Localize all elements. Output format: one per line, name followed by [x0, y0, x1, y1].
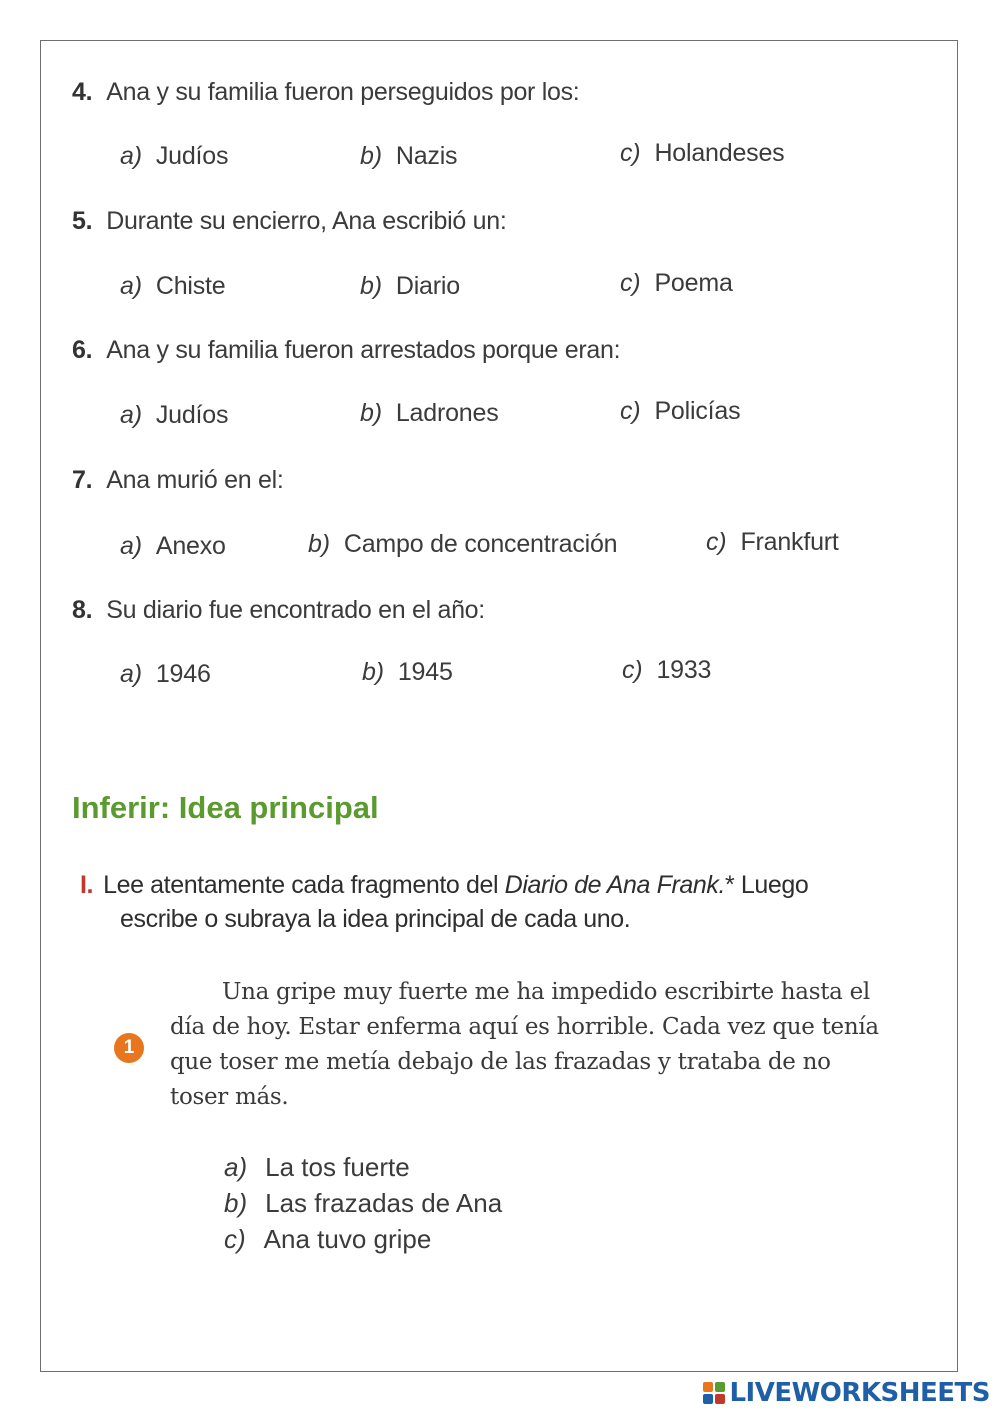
option-5b[interactable]: b) Diario [360, 272, 460, 300]
liveworksheets-logo[interactable] [703, 1378, 990, 1408]
question-text: Ana y su familia fueron perseguidos por los: [106, 78, 580, 106]
question-number: 6. [72, 336, 93, 364]
option-6a[interactable]: a) Judíos [120, 401, 229, 429]
logo-mark-icon [703, 1382, 725, 1404]
option-7c[interactable]: c) Frankfurt [706, 528, 839, 556]
option-5c[interactable]: c) Poema [620, 269, 733, 297]
worksheet-frame [40, 40, 958, 1372]
instruction [80, 868, 808, 936]
option-5a[interactable]: a) Chiste [120, 272, 226, 300]
instruction-number: I. [80, 871, 94, 899]
book-title: Diario de Ana Frank. [504, 871, 726, 899]
question-text: Ana y su familia fueron arrestados porque eran: [106, 336, 621, 364]
question-6 [72, 336, 620, 365]
option-6b[interactable]: b) Ladrones [360, 399, 499, 427]
logo-text: LIVEWORKSHEETS [729, 1378, 990, 1408]
option-4b[interactable]: b) Nazis [360, 142, 458, 170]
instruction-line1-a: Lee atentamente cada fragmento del [103, 871, 505, 899]
question-text: Ana murió en el: [106, 466, 284, 494]
passage-line: Una gripe muy fuerte me ha impedido escribirte hasta el [222, 979, 870, 1005]
question-number: 5. [72, 207, 93, 235]
question-5 [72, 207, 507, 236]
instruction-line2: escribe o subraya la idea principal de cada uno. [120, 905, 631, 933]
passage-line: toser más. [170, 1084, 289, 1110]
question-number: 7. [72, 466, 93, 494]
question-number: 8. [72, 596, 93, 624]
fragment-option-a[interactable]: a) La tos fuerte [224, 1152, 410, 1182]
option-7a[interactable]: a) Anexo [120, 532, 226, 560]
option-4a[interactable]: a) Judíos [120, 142, 229, 170]
question-4 [72, 78, 579, 107]
option-6c[interactable]: c) Policías [620, 397, 741, 425]
option-8c[interactable]: c) 1933 [622, 656, 712, 684]
section-heading: Inferir: Idea principal [72, 790, 379, 825]
question-7 [72, 466, 284, 495]
option-8b[interactable]: b) 1945 [362, 658, 453, 686]
instruction-line1-b: * Luego [725, 871, 809, 899]
fragment-option-c[interactable]: c) Ana tuvo gripe [224, 1224, 432, 1254]
fragment-passage [170, 975, 940, 1115]
question-number: 4. [72, 78, 93, 106]
question-text: Su diario fue encontrado en el año: [106, 596, 485, 624]
fragment-option-b[interactable]: b) Las frazadas de Ana [224, 1188, 503, 1218]
passage-line: que toser me metía debajo de las frazadas y trataba de no [170, 1049, 831, 1075]
passage-line: día de hoy. Estar enferma aquí es horrible. Cada vez que tenía [170, 1014, 879, 1040]
option-8a[interactable]: a) 1946 [120, 660, 211, 688]
fragment-number-badge: 1 [114, 1033, 144, 1063]
question-8 [72, 596, 485, 625]
question-text: Durante su encierro, Ana escribió un: [106, 207, 507, 235]
option-4c[interactable]: c) Holandeses [620, 139, 785, 167]
option-7b[interactable]: b) Campo de concentración [308, 530, 618, 558]
